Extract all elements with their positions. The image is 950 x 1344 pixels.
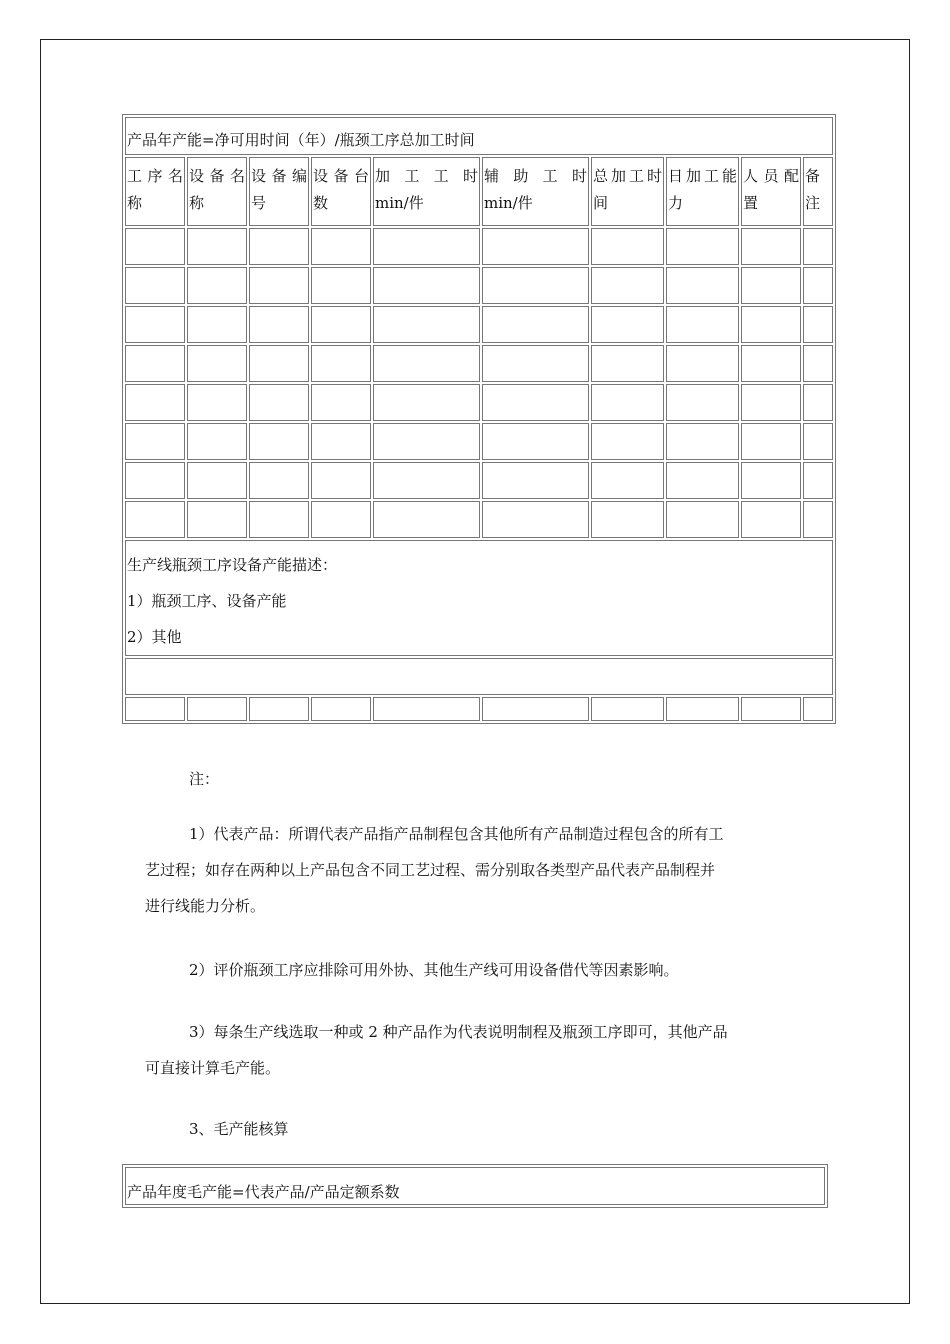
gross-capacity-formula: 产品年度毛产能=代表产品/产品定额系数 — [125, 1167, 825, 1205]
header-cell: 设备名 称 — [187, 157, 247, 226]
table-row — [125, 462, 833, 499]
description-item: 2）其他 — [127, 628, 182, 646]
header-cell: 日加工能 力 — [666, 157, 739, 226]
header-cell: 设备台 数 — [311, 157, 371, 226]
header-cell: 加 工 工 时 min/件 — [373, 157, 480, 226]
table-row — [125, 423, 833, 460]
blank-row — [125, 658, 833, 695]
table-row — [125, 697, 833, 721]
header-cell: 工序名 称 — [125, 157, 185, 226]
description-title: 生产线瓶颈工序设备产能描述： — [127, 556, 338, 574]
table-header-row — [125, 157, 833, 226]
note-1: 1）代表产品：所谓代表产品指产品制程包含其他所有产品制造过程包含的所有工 — [189, 825, 724, 843]
header-cell: 设备编 号 — [249, 157, 309, 226]
capacity-table — [122, 114, 836, 724]
table-row — [125, 306, 833, 343]
description-item: 1）瓶颈工序、设备产能 — [127, 592, 287, 610]
capacity-formula: 产品年产能=净可用时间（年）/瓶颈工序总加工时间 — [125, 117, 833, 155]
header-cell: 总加工时 间 — [591, 157, 664, 226]
notes-heading: 注： — [189, 770, 220, 788]
header-cell: 备 注 — [803, 157, 833, 226]
description-cell — [125, 540, 833, 656]
note-2: 2）评价瓶颈工序应排除可用外协、其他生产线可用设备借代等因素影响。 — [189, 961, 679, 979]
table-row — [125, 501, 833, 538]
description-row — [125, 540, 833, 656]
header-cell: 辅 助 工 时 min/件 — [482, 157, 589, 226]
table-row — [125, 267, 833, 304]
table-row — [125, 345, 833, 382]
note-3-cont: 可直接计算毛产能。 — [145, 1059, 281, 1077]
header-cell: 人员配 置 — [741, 157, 801, 226]
table-row — [125, 384, 833, 421]
section-heading: 3、毛产能核算 — [189, 1120, 289, 1138]
note-3: 3）每条生产线选取一种或 2 种产品作为代表说明制程及瓶颈工序即可，其他产品 — [189, 1023, 728, 1041]
table-row — [125, 228, 833, 265]
gross-capacity-table — [122, 1164, 828, 1208]
note-1-cont: 艺过程；如存在两种以上产品包含不同工艺过程、需分别取各类型产品代表产品制程并 进行线能力分析。 — [145, 861, 716, 915]
